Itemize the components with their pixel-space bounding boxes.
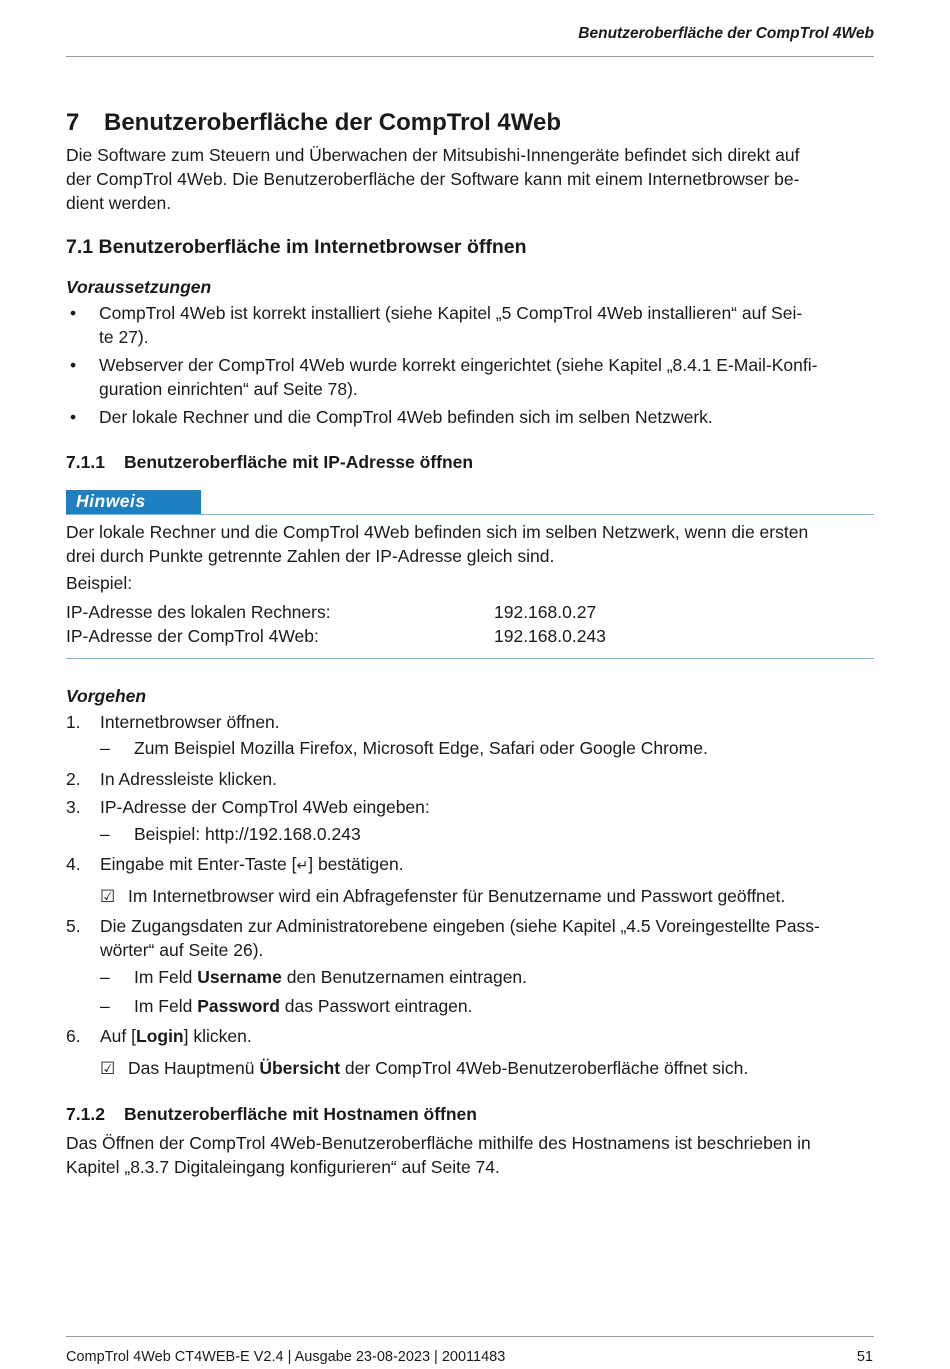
subitem-text: Beispiel: http://192.168.0.243 — [134, 824, 361, 844]
chapter-number: 7 — [66, 109, 80, 136]
footer-text: CompTrol 4Web CT4WEB-E V2.4 | Ausgabe 23-08-2023 | 20011483 — [66, 1349, 506, 1365]
subsection-title: Benutzeroberfläche mit Hostnamen öffnen — [124, 1104, 477, 1124]
subsection-heading — [66, 452, 473, 473]
subsection-heading — [66, 1104, 477, 1125]
intro-line: Die Software zum Steuern und Überwachen der Mitsubishi-Innengeräte befindet sich direkt auf — [66, 145, 800, 165]
subsection-title: Benutzeroberfläche mit IP-Adresse öffnen — [124, 452, 474, 472]
step-number: 3. — [66, 797, 81, 817]
chapter-intro — [66, 143, 876, 215]
intro-line: der CompTrol 4Web. Die Benutzeroberfläche der Software kann mit einem Internetbrowser be- — [66, 169, 800, 189]
subsection-number: 7.1.1 — [66, 452, 105, 472]
field-name-username: Username — [197, 967, 282, 987]
step-result — [100, 1058, 748, 1079]
step-item — [66, 710, 876, 734]
step-number: 4. — [66, 854, 81, 874]
step-number: 5. — [66, 916, 81, 936]
subitem-text: Zum Beispiel Mozilla Firefox, Microsoft Edge, Safari oder Google Chrome. — [134, 738, 708, 758]
menu-name-overview: Übersicht — [259, 1058, 341, 1078]
subsection-number: 7.1.2 — [66, 1104, 105, 1124]
step-subitem — [100, 824, 361, 845]
ip-row-label: IP-Adresse des lokalen Rechners: — [66, 602, 331, 622]
step-subitem — [100, 967, 527, 988]
hint-line: drei durch Punkte getrennte Zahlen der IP-Adresse gleich sind. — [66, 546, 555, 566]
checkbox-checked-icon: ☑ — [100, 887, 116, 906]
subitem-text: den Benutzernamen eintragen. — [281, 967, 528, 987]
running-header: Benutzeroberfläche der CompTrol 4Web — [578, 25, 874, 42]
step-text: Die Zugangsdaten zur Administratorebene eingeben (siehe Kapitel „4.5 Voreingestellte Pass- — [100, 916, 820, 936]
step-subitem — [100, 738, 708, 759]
step-item — [66, 914, 876, 962]
prereq-line: te 27). — [99, 327, 149, 347]
step-text: ] bestätigen. — [308, 854, 404, 874]
footer-rule — [66, 1336, 874, 1337]
prereq-line: guration einrichten“ auf Seite 78). — [99, 379, 358, 399]
dash: – — [100, 967, 110, 987]
bullet-dot: • — [70, 355, 77, 375]
hint-body — [66, 520, 876, 568]
prereq-item — [66, 301, 876, 349]
step-text: Auf [ — [100, 1026, 136, 1046]
hint-label: Hinweis — [76, 491, 146, 511]
checkbox-checked-icon: ☑ — [100, 1059, 116, 1078]
dash: – — [100, 824, 110, 844]
result-text: Das Hauptmenü — [128, 1058, 260, 1078]
bullet-dot: • — [70, 407, 77, 427]
step-number: 1. — [66, 712, 81, 732]
subsection-body — [66, 1131, 876, 1179]
subitem-text: Im Feld — [134, 996, 198, 1016]
intro-line: dient werden. — [66, 193, 172, 213]
step-text: Eingabe mit Enter-Taste [ — [100, 854, 297, 874]
page-number: 51 — [856, 1349, 873, 1365]
dash: – — [100, 996, 110, 1016]
step-item — [66, 1024, 876, 1048]
subitem-text: das Passwort eintragen. — [279, 996, 473, 1016]
subitem-text: Im Feld — [134, 967, 198, 987]
body-line: Kapitel „8.3.7 Digitaleingang konfigurieren“ auf Seite 74. — [66, 1157, 500, 1177]
step-text: In Adressleiste klicken. — [100, 769, 278, 789]
prereq-line: Webserver der CompTrol 4Web wurde korrekt eingerichtet (siehe Kapitel „8.4.1 E-Mail-Konfi- — [99, 355, 818, 375]
step-item — [66, 795, 876, 819]
step-number: 6. — [66, 1026, 81, 1046]
example-label: Beispiel: — [66, 573, 133, 593]
hint-line: Der lokale Rechner und die CompTrol 4Web befinden sich im selben Netzwerk, wenn die ersten — [66, 522, 809, 542]
field-name-password: Password — [197, 996, 280, 1016]
chapter-title: Benutzeroberfläche der CompTrol 4Web — [104, 109, 561, 136]
step-subitem — [100, 996, 473, 1017]
bullet-dot: • — [70, 303, 77, 323]
step-text: IP-Adresse der CompTrol 4Web eingeben: — [100, 797, 430, 817]
step-text: wörter“ auf Seite 26). — [100, 940, 264, 960]
step-text: Internetbrowser öffnen. — [100, 712, 280, 732]
header-rule — [66, 56, 874, 57]
chapter-heading — [66, 109, 561, 137]
prereq-item — [66, 405, 876, 429]
result-text: der CompTrol 4Web-Benutzeroberfläche öffnet sich. — [340, 1058, 749, 1078]
section-heading: 7.1 Benutzeroberfläche im Internetbrowser öffnen — [66, 236, 527, 258]
enter-key-icon: ↵ — [296, 857, 309, 873]
ip-row-value: 192.168.0.243 — [494, 626, 606, 646]
prereq-line: CompTrol 4Web ist korrekt installiert (siehe Kapitel „5 CompTrol 4Web installieren“ auf Sei- — [99, 303, 803, 323]
login-button-name: Login — [136, 1026, 184, 1046]
step-item — [66, 767, 876, 791]
ip-row-value: 192.168.0.27 — [494, 602, 597, 622]
procedure-heading: Vorgehen — [66, 686, 147, 706]
prereq-item — [66, 353, 876, 401]
hint-bottom-rule — [66, 658, 874, 659]
step-result — [100, 886, 785, 907]
ip-row-label: IP-Adresse der CompTrol 4Web: — [66, 626, 319, 646]
body-line: Das Öffnen der CompTrol 4Web-Benutzeroberfläche mithilfe des Hostnamens ist beschrieben in — [66, 1133, 811, 1153]
prereq-heading: Voraussetzungen — [66, 277, 212, 297]
result-text: Im Internetbrowser wird ein Abfragefenster für Benutzername und Passwort geöffnet. — [128, 886, 786, 906]
step-item — [66, 852, 876, 877]
dash: – — [100, 738, 110, 758]
step-number: 2. — [66, 769, 81, 789]
hint-top-rule — [66, 514, 874, 515]
prereq-line: Der lokale Rechner und die CompTrol 4Web befinden sich im selben Netzwerk. — [99, 407, 713, 427]
step-text: ] klicken. — [183, 1026, 252, 1046]
